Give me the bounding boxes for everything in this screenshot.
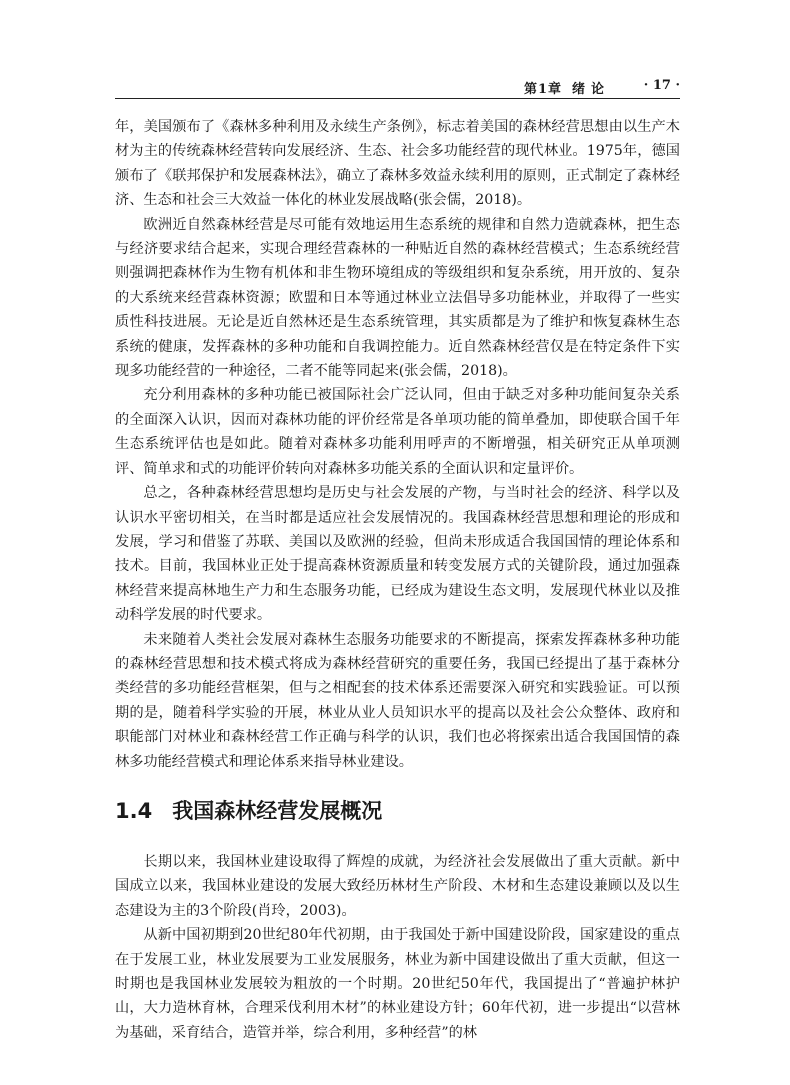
chapter-title: 绪论 [571,82,610,97]
paragraph: 总之，各种森林经营思想均是历史与社会发展的产物，与当时社会的经济、科学以及认识水平密切相关，在当时都是适应社会发展情况的。我国森林经营思想和理论的形成和发展，学习和借鉴了苏联、美国以及欧洲的经验，但尚未形成适合我国国情的理论体系和技术。目前，我国林业正处于提高森林资源质量和转变发展方式的关键阶段，通过加强森林经营来提高林地生产力和生态服务功能，已经成为建设生态文明，发展现代林业以及推动科学发展的时代要求。 [115,485,680,624]
paragraph: 未来随着人类社会发展对森林生态服务功能要求的不断提高，探索发挥森林多种功能的森林经营思想和技术模式将成为森林经营研究的重要任务，我国已经提出了基于森林分类经营的多功能经营框架，但与之相配套的技术体系还需要深入研究和实践验证。可以预期的是，随着科学实验的开展，林业从业人员知识水平的提高以及社会公众整体、政府和职能部门对林业和森林经营工作正确与科学的认识，我们也必将探索出适合我国国情的森林多功能经营模式和理论体系来指导林业建设。 [115,631,680,770]
page-number: · 17 · [643,78,680,93]
running-head [115,76,680,99]
paragraph-continued: 年，美国颁布了《森林多种利用及永续生产条例》，标志着美国的森林经营思想由以生产木材为主的传统森林经营转向发展经济、生态、社会多功能经营的现代林业。1975年，德国颁布了《联邦保护和发展森林法》，确立了森林多效益永续利用的原则，正式制定了森林经济、生态和社会三大效益一体化的林业发展战略(张会儒，2018)。 [115,119,680,209]
paragraph: 长期以来，我国林业建设取得了辉煌的成就，为经济社会发展做出了重大贡献。新中国成立以来，我国林业建设的发展大致经历林材生产阶段、木材和生态建设兼顾以及以生态建设为主的3个阶段(肖玲，2003)。 [115,853,680,919]
chapter-label [524,78,610,97]
chapter-number: 第1章 [523,82,562,97]
section-heading [115,796,680,826]
paragraph: 从新中国初期到20世纪80年代初期，由于我国处于新中国建设阶段，国家建设的重点在于发展工业，林业发展要为工业发展服务，林业为新中国建设做出了重大贡献，但这一时期也是我国林业发展较为粗放的一个时期。20世纪50年代，我国提出了“普遍护林护山，大力造林育林，合理采伐利用木材”的林业建设方针；60年代初，进一步提出“以营林为基础，采育结合，造管并举，综合利用，多种经营”的林 [115,927,680,1041]
section-title: 我国森林经营发展概况 [172,798,383,823]
section-number: 1.4 [115,798,153,823]
page-body [115,115,680,1045]
paragraph: 充分利用森林的多种功能已被国际社会广泛认同，但由于缺乏对多种功能间复杂关系的全面深入认识，因而对森林功能的评价经常是各单项功能的简单叠加，即使联合国千年生态系统评估也是如此。随着对森林多功能利用呼声的不断增强，相关研究正从单项测评、简单求和式的功能评价转向对森林多功能关系的全面认识和定量评价。 [115,387,680,477]
paragraph: 欧洲近自然森林经营是尽可能有效地运用生态系统的规律和自然力造就森林，把生态与经济要求结合起来，实现合理经营森林的一种贴近自然的森林经营模式；生态系统经营则强调把森林作为生物有机体和非生物环境组成的等级组织和复杂系统，用开放的、复杂的大系统来经营森林资源；欧盟和日本等通过林业立法倡导多功能林业，并取得了一些实质性科技进展。无论是近自然林还是生态系统管理，其实质都是为了维护和恢复森林生态系统的健康，发挥森林的多种功能和自我调控能力。近自然森林经营仅是在特定条件下实现多功能经营的一种途径，二者不能等同起来(张会儒，2018)。 [115,216,680,380]
